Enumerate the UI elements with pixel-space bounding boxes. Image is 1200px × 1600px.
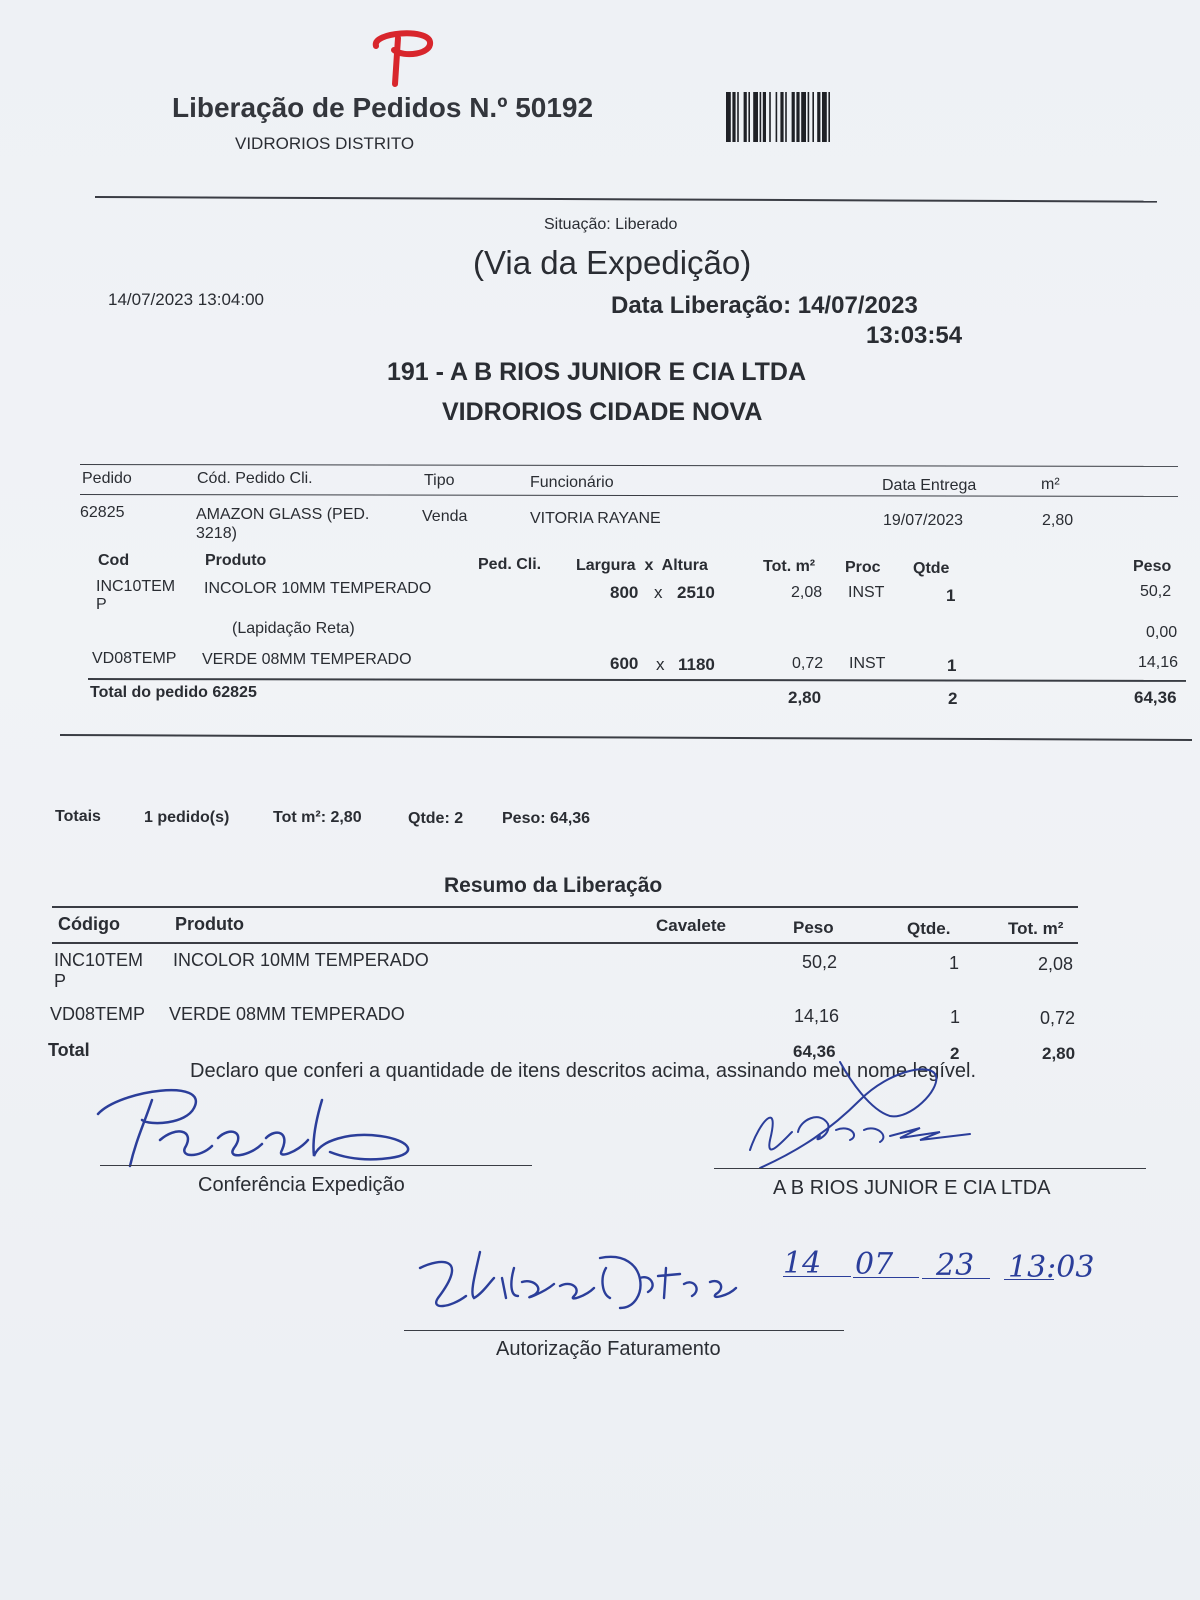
item-product: INCOLOR 10MM TEMPERADO: [204, 580, 432, 597]
order-table-top-border: [80, 464, 1178, 467]
summary-header-produto: Produto: [175, 914, 244, 934]
handwritten-month-underline: [853, 1277, 919, 1278]
release-date: Data Liberação: 14/07/2023: [611, 292, 918, 319]
barcode-icon: [726, 92, 912, 142]
client-label: A B RIOS JUNIOR E CIA LTDA: [773, 1177, 1051, 1199]
order-number: 62825: [80, 504, 125, 521]
summary-row-code-cont: P: [54, 971, 67, 991]
summary-top-border: [52, 906, 1078, 908]
summary-header-peso: Peso: [793, 918, 834, 937]
items-header-cod: Cod: [98, 552, 130, 569]
summary-header-cavalete: Cavalete: [656, 916, 726, 935]
summary-total-weight: 64,36: [793, 1042, 836, 1061]
summary-row-qtde: 1: [949, 953, 960, 973]
items-header-ped-cli: Ped. Cli.: [478, 556, 542, 573]
handwritten-time: 13:03: [1008, 1250, 1095, 1285]
client-signature: [740, 1040, 1000, 1175]
items-header-proc: Proc: [845, 559, 881, 576]
item-height: 1180: [678, 655, 715, 674]
faturamento-signature: [410, 1238, 770, 1328]
item-height: 2510: [677, 583, 715, 602]
order-total-qtde: 2: [948, 689, 958, 708]
item-qtde: 1: [946, 586, 956, 605]
order-delivery-date: 19/07/2023: [883, 512, 964, 529]
order-header-divider: [80, 494, 1178, 497]
item-process-weight: 0,00: [1146, 624, 1178, 641]
item-weight: 50,2: [1140, 583, 1172, 600]
item-tot-m2: 0,72: [792, 655, 824, 672]
handwritten-year: 23: [936, 1248, 975, 1283]
col-header-data-entrega: Data Entrega: [882, 477, 977, 494]
customer-store: VIDRORIOS CIDADE NOVA: [442, 398, 763, 426]
handwritten-time-underline: [1004, 1279, 1054, 1280]
col-header-funcionario: Funcionário: [530, 474, 614, 491]
col-header-tipo: Tipo: [424, 472, 455, 489]
print-datetime: 14/07/2023 13:04:00: [108, 290, 264, 309]
item-tot-m2: 2,08: [791, 584, 823, 601]
document-title: Liberação de Pedidos N.º 50192: [172, 92, 594, 123]
item-product: VERDE 08MM TEMPERADO: [202, 651, 412, 668]
item-weight: 14,16: [1138, 654, 1179, 671]
summary-header-tot-m2: Tot. m²: [1008, 919, 1064, 938]
summary-row-code: VD08TEMP: [50, 1004, 146, 1024]
conferencia-label: Conferência Expedição: [198, 1174, 405, 1196]
client-signature-line: [714, 1168, 1146, 1169]
order-total-weight: 64,36: [1134, 688, 1177, 707]
summary-header-divider: [52, 942, 1078, 944]
items-header-produto: Produto: [205, 552, 267, 569]
order-client-code-cont: 3218): [196, 525, 237, 542]
order-total-label: Total do pedido 62825: [90, 684, 257, 701]
summary-header-codigo: Código: [58, 914, 120, 934]
totals-pedidos: 1 pedido(s): [144, 809, 230, 826]
item-width: 800: [610, 583, 639, 602]
item-code: INC10TEM: [96, 578, 176, 595]
items-table-bottom-border: [60, 734, 1192, 741]
summary-row-weight: 50,2: [802, 952, 838, 972]
item-code-cont: P: [96, 596, 107, 613]
summary-row-qtde: 1: [950, 1007, 961, 1027]
conferencia-signature-line: [100, 1165, 532, 1166]
col-header-cod-pedido-cli: Cód. Pedido Cli.: [197, 470, 313, 487]
item-x: x: [656, 655, 665, 674]
order-m2: 2,80: [1042, 512, 1074, 529]
summary-row-product: INCOLOR 10MM TEMPERADO: [173, 950, 429, 970]
summary-total-tot-m2: 2,80: [1042, 1044, 1076, 1063]
item-proc: INST: [848, 584, 885, 601]
order-client-code: AMAZON GLASS (PED.: [196, 506, 370, 523]
summary-row-product: VERDE 08MM TEMPERADO: [169, 1004, 405, 1024]
col-header-pedido: Pedido: [82, 470, 132, 487]
items-header-qtde: Qtde: [913, 560, 950, 577]
order-type: Venda: [422, 508, 468, 525]
conferencia-signature: [90, 1080, 430, 1170]
summary-row-code: INC10TEM: [54, 950, 144, 970]
summary-header-qtde: Qtde.: [907, 919, 951, 938]
faturamento-signature-line: [404, 1330, 844, 1331]
col-header-m2: m²: [1041, 476, 1060, 493]
handwritten-year-underline: [922, 1278, 990, 1279]
customer-name: 191 - A B RIOS JUNIOR E CIA LTDA: [387, 358, 807, 386]
item-process-note: (Lapidação Reta): [232, 620, 355, 637]
faturamento-label: Autorização Faturamento: [496, 1338, 721, 1360]
copy-label: (Via da Expedição): [473, 244, 752, 281]
order-employee: VITORIA RAYANE: [530, 510, 661, 527]
release-time: 13:03:54: [866, 322, 963, 349]
summary-title: Resumo da Liberação: [444, 874, 663, 897]
item-code: VD08TEMP: [92, 650, 177, 667]
handwritten-day: 14: [783, 1246, 822, 1281]
summary-row-tot-m2: 2,08: [1038, 954, 1074, 974]
items-header-peso: Peso: [1133, 558, 1172, 575]
handwritten-day-underline: [783, 1276, 851, 1277]
totals-m2: Tot m²: 2,80: [273, 809, 362, 826]
order-total-m2: 2,80: [788, 688, 822, 707]
item-proc: INST: [849, 655, 886, 672]
item-qtde: 1: [947, 656, 957, 675]
item-x: x: [654, 583, 663, 602]
item-width: 600: [610, 654, 639, 673]
declaration-text: Declaro que conferi a quantidade de itens descritos acima, assinando meu nome legível.: [190, 1060, 977, 1082]
summary-total-qtde: 2: [950, 1044, 960, 1063]
items-header-tot-m2: Tot. m²: [763, 558, 816, 575]
totals-label: Totais: [55, 808, 101, 825]
items-total-divider: [88, 678, 1186, 682]
company-name: VIDRORIOS DISTRITO: [235, 134, 415, 153]
totals-qtde: Qtde: 2: [408, 810, 464, 827]
red-p-logo-icon: [368, 28, 438, 88]
items-header-largura-altura: Largura x Altura: [576, 557, 708, 574]
handwritten-month: 07: [855, 1247, 894, 1282]
header-divider: [95, 196, 1157, 203]
summary-row-tot-m2: 0,72: [1040, 1008, 1076, 1028]
summary-total-label: Total: [48, 1040, 90, 1060]
status-label: Situação: Liberado: [544, 216, 678, 233]
summary-row-weight: 14,16: [794, 1006, 840, 1026]
totals-weight: Peso: 64,36: [502, 810, 591, 827]
